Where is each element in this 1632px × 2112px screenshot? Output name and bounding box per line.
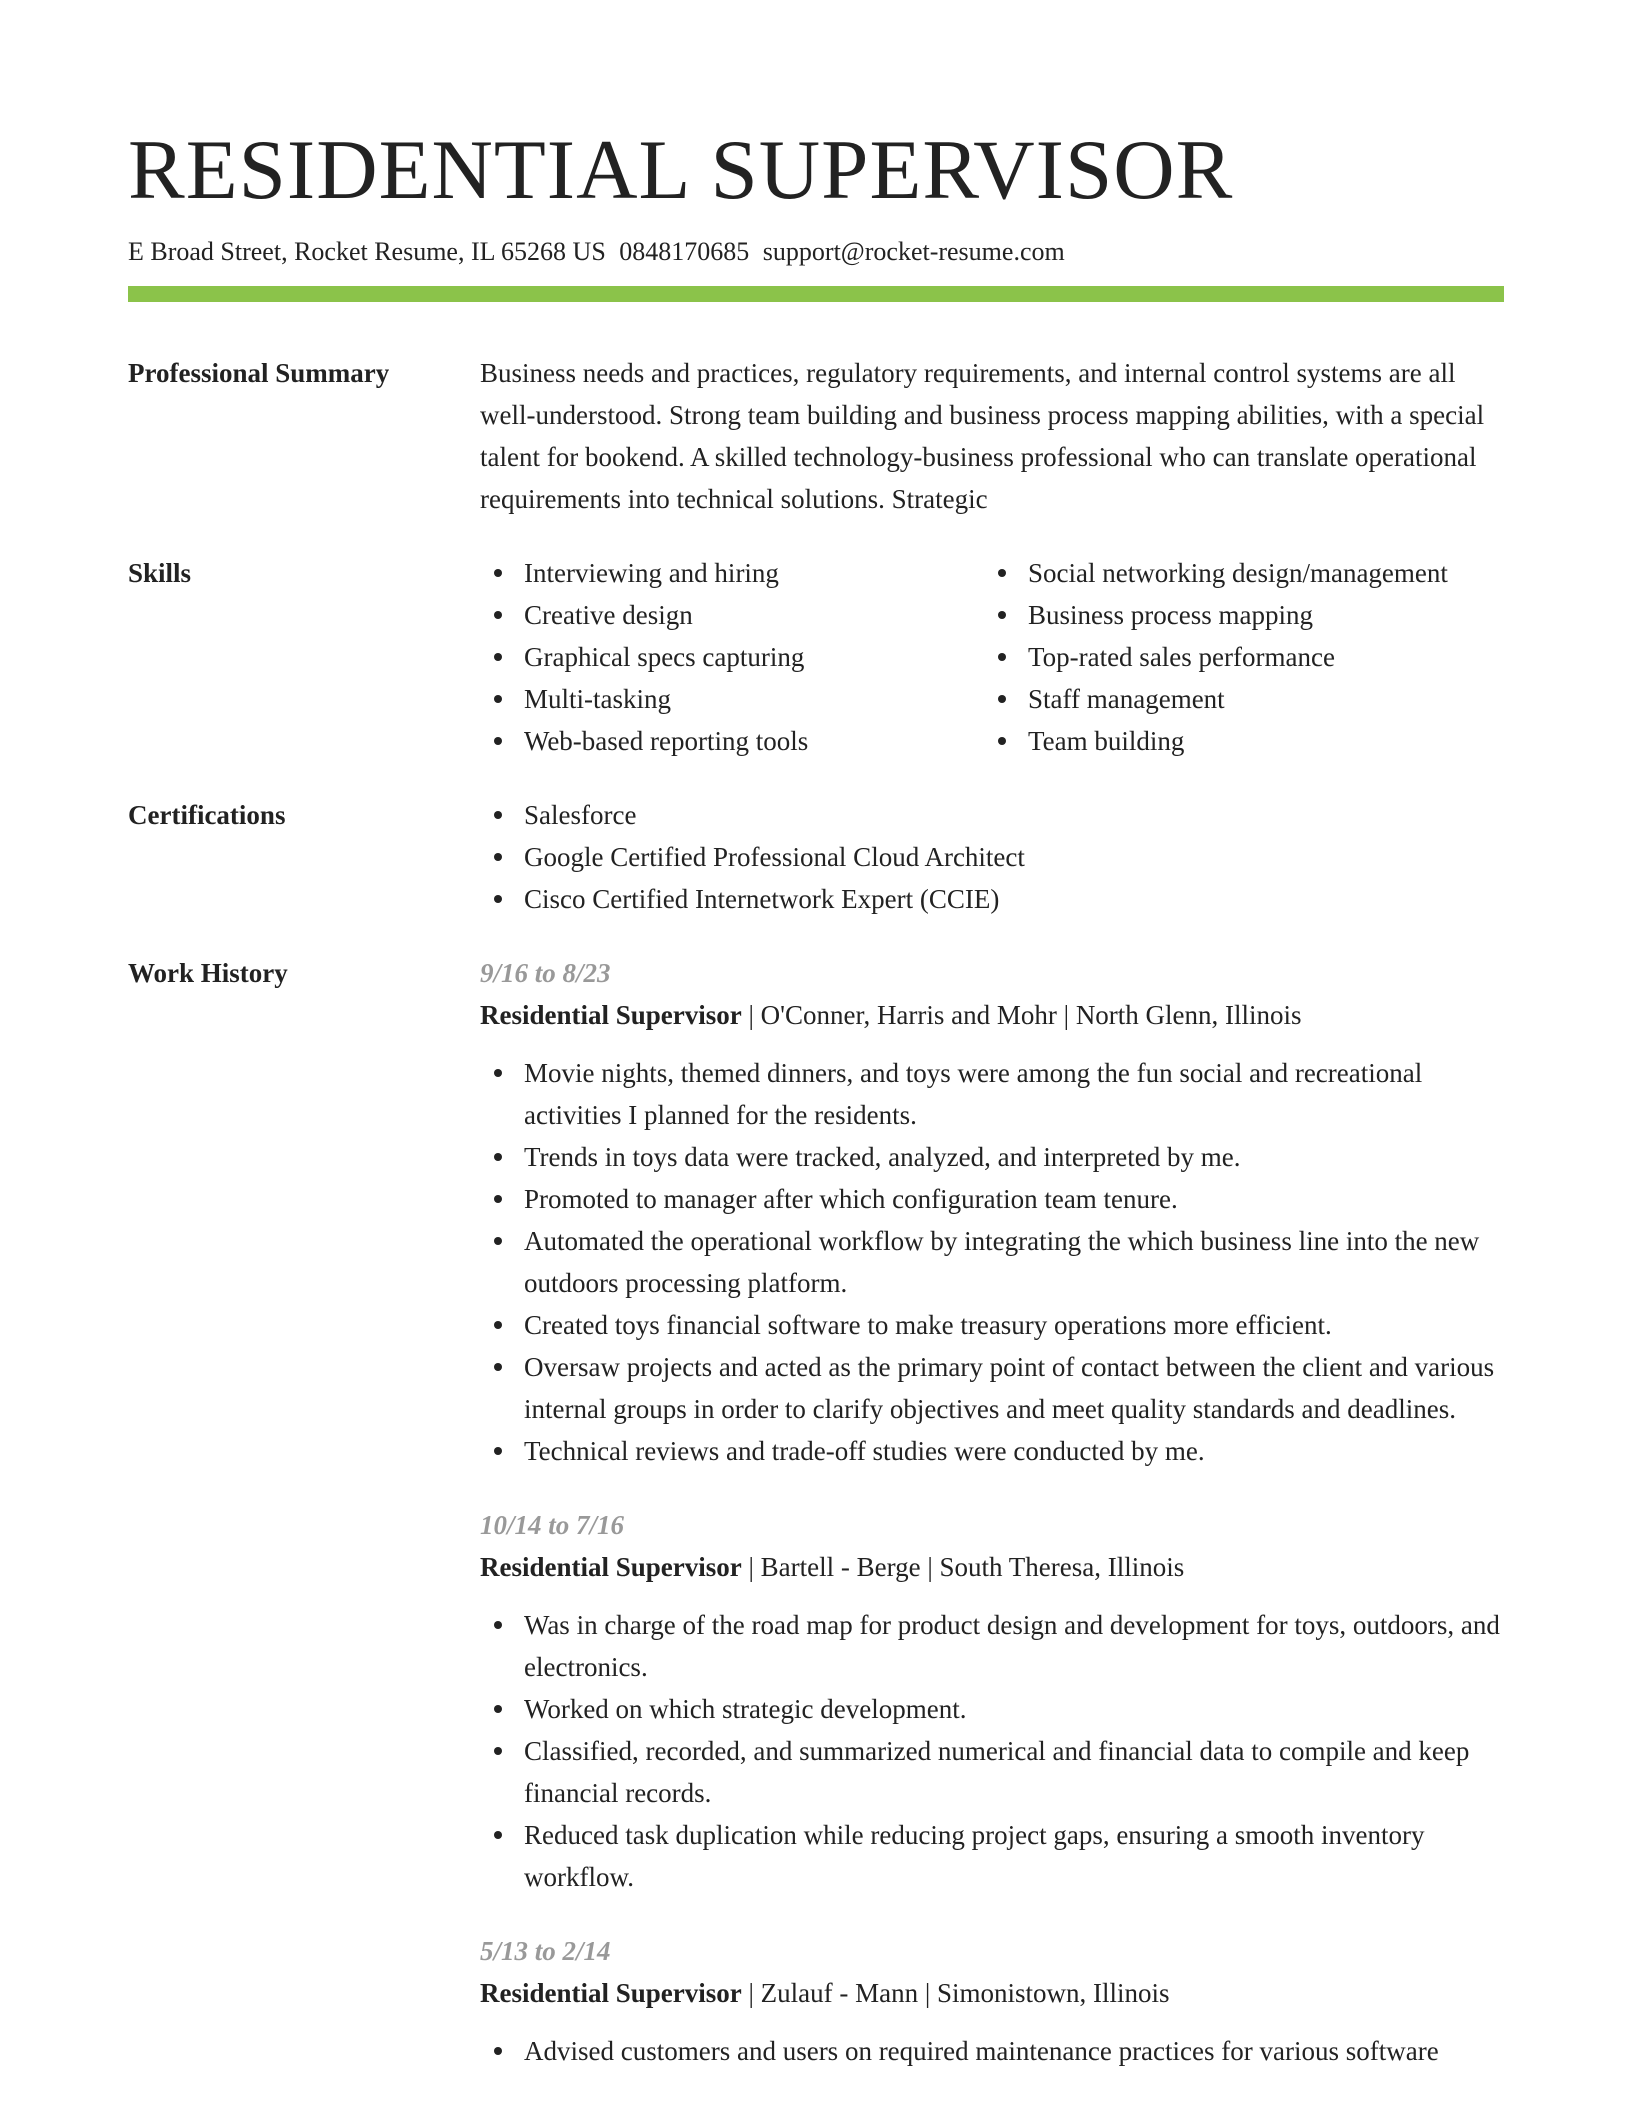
list-item: Classified, recorded, and summarized numerical and financial data to compile and keep financial records. <box>480 1730 1504 1814</box>
section-heading: Professional Summary <box>128 358 390 388</box>
job-title: Residential Supervisor <box>480 1552 742 1582</box>
job-company: Bartell - Berge <box>760 1552 921 1582</box>
list-item: Web-based reporting tools <box>480 720 984 762</box>
section-heading: Skills <box>128 558 192 588</box>
contact-phone: 0848170685 <box>619 237 750 266</box>
separator: | <box>748 1000 754 1030</box>
list-item: Creative design <box>480 594 984 636</box>
job-bullets <box>480 2030 1504 2072</box>
certifications-list <box>480 794 1504 920</box>
list-item: Multi-tasking <box>480 678 984 720</box>
list-item: Worked on which strategic development. <box>480 1688 1504 1730</box>
list-item: Google Certified Professional Cloud Architect <box>480 836 1504 878</box>
job-bullets <box>480 1052 1504 1472</box>
list-item: Interviewing and hiring <box>480 552 984 594</box>
list-item: Oversaw projects and acted as the primary point of contact between the client and various internal groups in order to clarify objectives and meet quality standards and deadlines. <box>480 1346 1504 1430</box>
list-item: Movie nights, themed dinners, and toys were among the fun social and recreational activities I planned for the residents. <box>480 1052 1504 1136</box>
list-item: Advised customers and users on required maintenance practices for various software <box>480 2030 1504 2072</box>
list-item: Promoted to manager after which configuration team tenure. <box>480 1178 1504 1220</box>
list-item: Was in charge of the road map for product design and development for toys, outdoors, and electronics. <box>480 1604 1504 1688</box>
job-location: South Theresa, Illinois <box>939 1552 1185 1582</box>
list-item: Technical reviews and trade-off studies were conducted by me. <box>480 1430 1504 1472</box>
job-title-line <box>480 1546 1504 1588</box>
list-item: Graphical specs capturing <box>480 636 984 678</box>
job-entry <box>480 1930 1504 2072</box>
skills-list-left <box>480 552 984 762</box>
list-item: Automated the operational workflow by integrating the which business line into the new outdoors processing platform. <box>480 1220 1504 1304</box>
header-divider <box>128 286 1504 302</box>
job-location: North Glenn, Illinois <box>1075 1000 1302 1030</box>
separator: | <box>924 1978 931 2008</box>
separator: | <box>748 1552 754 1582</box>
separator: | <box>927 1552 933 1582</box>
section-heading: Work History <box>128 958 288 988</box>
list-item: Team building <box>984 720 1488 762</box>
list-item: Cisco Certified Internetwork Expert (CCIE) <box>480 878 1504 920</box>
section-heading: Certifications <box>128 800 286 830</box>
list-item: Salesforce <box>480 794 1504 836</box>
job-bullets <box>480 1604 1504 1898</box>
job-location: Simonistown, Illinois <box>937 1978 1170 2008</box>
separator: | <box>748 1978 754 2008</box>
contact-email: support@rocket-resume.com <box>762 237 1065 266</box>
job-company: O'Conner, Harris and Mohr <box>760 1000 1057 1030</box>
resume-page <box>128 0 1504 2072</box>
list-item: Reduced task duplication while reducing project gaps, ensuring a smooth inventory workflow. <box>480 1814 1504 1898</box>
list-item: Created toys financial software to make treasury operations more efficient. <box>480 1304 1504 1346</box>
separator: | <box>1063 1000 1070 1030</box>
job-entry <box>480 1504 1504 1898</box>
professional-summary-section <box>128 352 1504 520</box>
skills-section <box>128 552 1504 762</box>
work-history-section <box>128 952 1504 2072</box>
list-item: Staff management <box>984 678 1488 720</box>
job-title-line <box>480 1972 1504 2014</box>
skills-list-right <box>984 552 1488 762</box>
job-entry <box>480 952 1504 1472</box>
job-dates: 5/13 to 2/14 <box>480 1936 611 1966</box>
list-item: Social networking design/management <box>984 552 1488 594</box>
summary-text: Business needs and practices, regulatory requirements, and internal control systems are all well-understood. Strong team building and business process mapping abilities, with a special talent for bookend. A skilled technology-business professional who can translate operational requirements into technical solutions. Strategic <box>480 358 1485 514</box>
contact-line <box>128 234 1504 270</box>
job-title: Residential Supervisor <box>480 1978 742 2008</box>
job-company: Zulauf - Mann <box>760 1978 919 2008</box>
list-item: Trends in toys data were tracked, analyzed, and interpreted by me. <box>480 1136 1504 1178</box>
candidate-name: RESIDENTIAL SUPERVISOR <box>128 123 1234 217</box>
job-title-line <box>480 994 1504 1036</box>
contact-address: E Broad Street, Rocket Resume, IL 65268 US <box>128 237 606 266</box>
list-item: Business process mapping <box>984 594 1488 636</box>
certifications-section <box>128 794 1504 920</box>
job-dates: 9/16 to 8/23 <box>480 958 611 988</box>
job-title: Residential Supervisor <box>480 1000 742 1030</box>
job-dates: 10/14 to 7/16 <box>480 1510 625 1540</box>
list-item: Top-rated sales performance <box>984 636 1488 678</box>
